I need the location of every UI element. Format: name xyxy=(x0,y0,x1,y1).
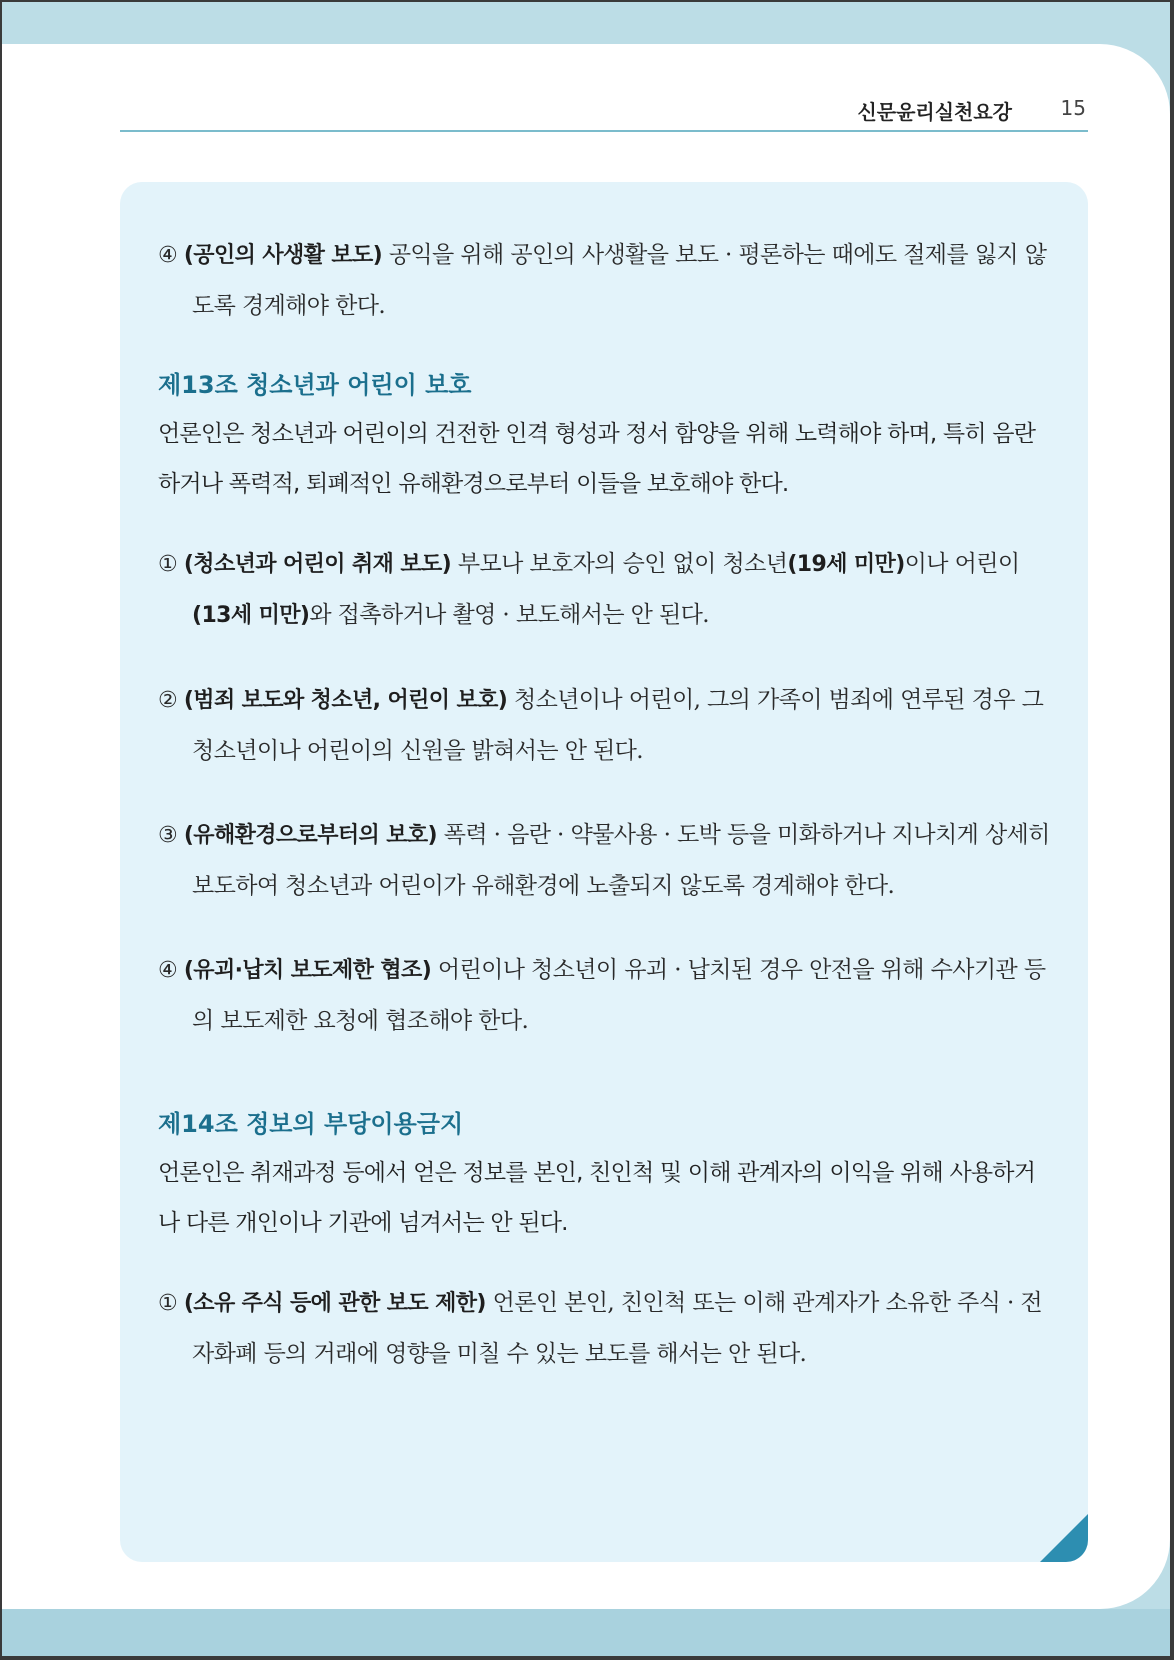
clause-text: 청소년이나 어린이, 그의 가족이 범죄에 연루된 경우 그 청소년이나 어린이의 신원을 밝혀서는 안 된다. xyxy=(192,687,1044,764)
running-header xyxy=(120,90,1088,132)
clause-number: ① xyxy=(158,552,178,577)
clause-number: ④ xyxy=(158,958,178,983)
page-bottom-band xyxy=(2,1609,1170,1656)
clause-item xyxy=(158,230,1050,331)
article-14-body: 언론인은 취재과정 등에서 얻은 정보를 본인, 친인척 및 이해 관계자의 이익을 위해 사용하거나 다른 개인이나 기관에 넘겨서는 안 된다. xyxy=(158,1160,1036,1236)
article-13-title: 제13조 청소년과 어린이 보호 xyxy=(158,371,472,399)
clause-item xyxy=(158,1278,1050,1379)
clause-label: (범죄 보도와 청소년, 어린이 보호) xyxy=(183,688,508,713)
clause-label: (유해환경으로부터의 보호) xyxy=(183,823,437,848)
article-13-body: 언론인은 청소년과 어린이의 건전한 인격 형성과 정서 함양을 위해 노력해야 하며, 특히 음란하거나 폭력적, 퇴폐적인 유해환경으로부터 이들을 보호해야 한다. xyxy=(158,421,1036,497)
clause-number: ② xyxy=(158,688,178,713)
clause-age-note: (19세 미만) xyxy=(787,552,905,577)
corner-triangle-decoration xyxy=(1040,1514,1088,1562)
clause-item xyxy=(158,810,1050,911)
clause-item xyxy=(158,539,1050,641)
clause-text: 공익을 위해 공인의 사생활을 보도 · 평론하는 때에도 절제를 잃지 않도록 경계해야 한다. xyxy=(192,242,1047,319)
clause-item xyxy=(158,945,1050,1046)
article-14-title: 제14조 정보의 부당이용금지 xyxy=(158,1110,464,1138)
clause-number: ① xyxy=(158,1291,178,1316)
clause-number: ③ xyxy=(158,823,178,848)
clause-number: ④ xyxy=(158,243,178,268)
clause-label: (청소년과 어린이 취재 보도) xyxy=(183,552,452,577)
content-box xyxy=(120,182,1088,1562)
clause-item xyxy=(158,675,1050,776)
clause-text: 와 접촉하거나 촬영 · 보도해서는 안 된다. xyxy=(309,602,709,628)
clause-label: (공인의 사생활 보도) xyxy=(183,243,383,268)
clause-age-note: (13세 미만) xyxy=(192,603,310,628)
page xyxy=(2,2,1170,1656)
page-number: 15 xyxy=(1060,96,1086,120)
clause-text: 부모나 보호자의 승인 없이 청소년 xyxy=(457,551,788,577)
running-title: 신문윤리실천요강 xyxy=(857,100,1012,124)
clause-text: 폭력 · 음란 · 약물사용 · 도박 등을 미화하거나 지나치게 상세히 보도하여 청소년과 어린이가 유해환경에 노출되지 않도록 경계해야 한다. xyxy=(192,822,1050,899)
clause-label: (유괴·납치 보도제한 협조) xyxy=(183,958,432,983)
clause-label: (소유 주식 등에 관한 보도 제한) xyxy=(183,1291,486,1316)
text-area xyxy=(158,230,1050,1413)
clause-text: 이나 어린이 xyxy=(904,551,1020,577)
clause-text: 어린이나 청소년이 유괴 · 납치된 경우 안전을 위해 수사기관 등의 보도제한 요청에 협조해야 한다. xyxy=(192,957,1046,1034)
clause-text: 언론인 본인, 친인척 또는 이해 관계자가 소유한 주식 · 전자화폐 등의 거래에 영향을 미칠 수 있는 보도를 해서는 안 된다. xyxy=(192,1290,1043,1367)
